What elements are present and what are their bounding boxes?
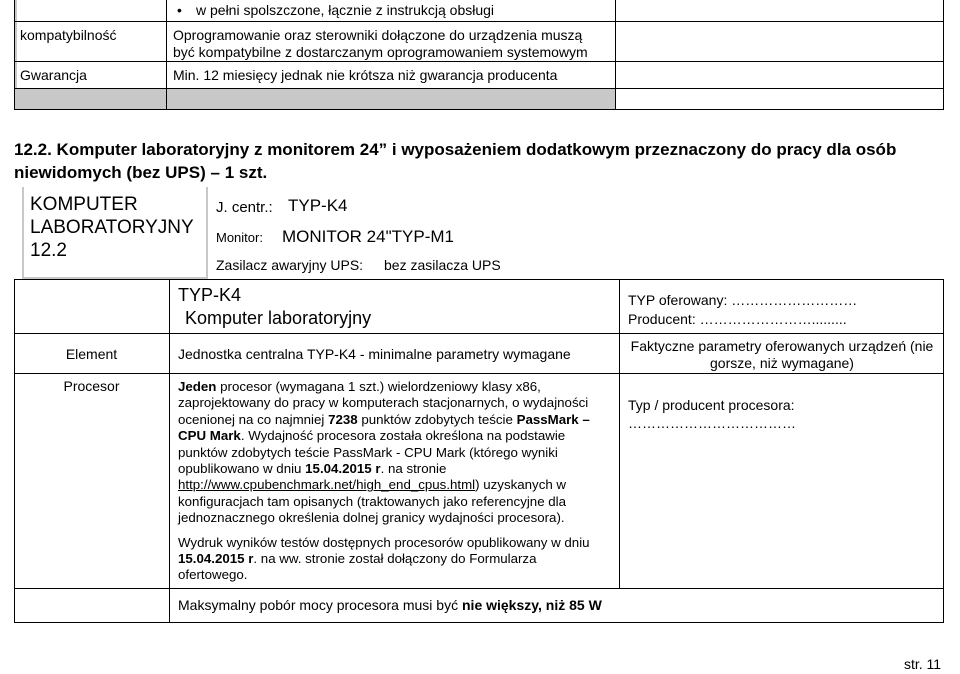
cpu-req-paragraph-2 xyxy=(178,535,608,584)
cpu-element-label: Procesor xyxy=(63,378,120,394)
cpu-score: 7238 xyxy=(328,411,358,427)
cpu-req-text: punktów zdobytych teście xyxy=(357,411,517,427)
cpu-req-text: . Wydajność procesora została określona na podstawie punktów zdobytych teście PassMark - CPU Mark (którego wyniki opublikowano w dniu xyxy=(178,428,566,477)
spec-header-name: Komputer laboratoryjny xyxy=(185,308,372,328)
ups-value: bez zasilacza UPS xyxy=(384,257,501,273)
cpu-req-paragraph-1 xyxy=(178,379,608,527)
passmark-name: PassMark – CPU Mark xyxy=(178,411,590,444)
page-number: str. 11 xyxy=(904,656,942,672)
producer-field: Producent: ……………………......... xyxy=(628,311,847,327)
bullet-item-text: w pełni spolszczone, łącznie z instrukcją obsługi xyxy=(196,2,495,18)
col-requirements-header: Jednostka centralna TYP-K4 - minimalne parametry wymagane xyxy=(178,346,571,362)
monitor-value: MONITOR 24"TYP-M1 xyxy=(282,227,454,246)
section-number: 12.2. xyxy=(14,140,52,159)
cpu-req-text: . na stronie xyxy=(380,461,447,477)
section-qty: 1 szt. xyxy=(224,163,268,182)
cpu-req-text: ) uzyskanych w konfiguracjach tam opisanych (traktowanych jako referencyjne dla jednoznacznego określenia dolnej granicy wydajności procesora). xyxy=(178,477,567,526)
cpu-requirements xyxy=(178,379,608,584)
compat-value: Oprogramowanie oraz sterowniki dołączone do urządzenia muszą być kompatybilne z dostarczanym oprogramowaniem systemowym xyxy=(173,27,588,60)
publication-date: 15.04.2015 r xyxy=(178,551,254,567)
product-box-title: KOMPUTER LABORATORYJNY 12.2 xyxy=(30,194,194,261)
cpu-req-text: Wydruk wyników testów dostępnych procesorów opublikowany w dniu xyxy=(178,534,590,550)
power-text: Maksymalny pobór mocy procesora musi być xyxy=(178,597,462,613)
spec-header-type: TYP-K4 xyxy=(178,285,242,305)
col-actual-header: Faktyczne parametry oferowanych urządzeń (nie gorsze, niż wymagane) xyxy=(630,338,934,371)
section-title: Komputer laboratoryjny z monitorem 24” i wyposażeniem dodatkowym przeznaczony do pracy dla osób niewidomych (bez UPS) xyxy=(14,140,897,182)
cpu-req-text: . na ww. stronie został dołączony do Formularza ofertowego. xyxy=(178,551,537,583)
unit-label: J. centr.: xyxy=(216,199,273,216)
col-element-header: Element xyxy=(65,346,118,362)
cpu-actual-field: Typ / producent procesora: ……………………………… xyxy=(628,397,796,431)
cpubenchmark-link[interactable]: http://www.cpubenchmark.net/high_end_cpus.html xyxy=(178,477,476,493)
warranty-value: Min. 12 miesięcy jednak nie krótsza niż gwarancja producenta xyxy=(173,67,558,83)
bullet-marker: • xyxy=(177,2,182,18)
power-limit-bold: nie większy, niż 85 W xyxy=(462,597,602,613)
warranty-label: Gwarancja xyxy=(20,67,87,83)
offered-type-field: TYP oferowany: ……………………… xyxy=(628,292,858,308)
cpu-count-bold: Jeden xyxy=(178,379,217,394)
cpu-req-text: procesor (wymagana 1 szt.) wielordzeniowy klasy x86, zaprojektowany do pracy w komputerach stacjonarnych, o wydajności ocenionej na co najmniej xyxy=(178,379,589,427)
section-heading xyxy=(14,138,934,184)
section-dash: – xyxy=(210,163,220,182)
publication-date: 15.04.2015 r xyxy=(305,461,381,477)
power-requirement xyxy=(178,597,602,614)
unit-value: TYP-K4 xyxy=(288,196,348,215)
monitor-label: Monitor: xyxy=(216,230,263,245)
compat-label: kompatybilność xyxy=(20,27,117,43)
ups-label: Zasilacz awaryjny UPS: xyxy=(216,257,364,273)
